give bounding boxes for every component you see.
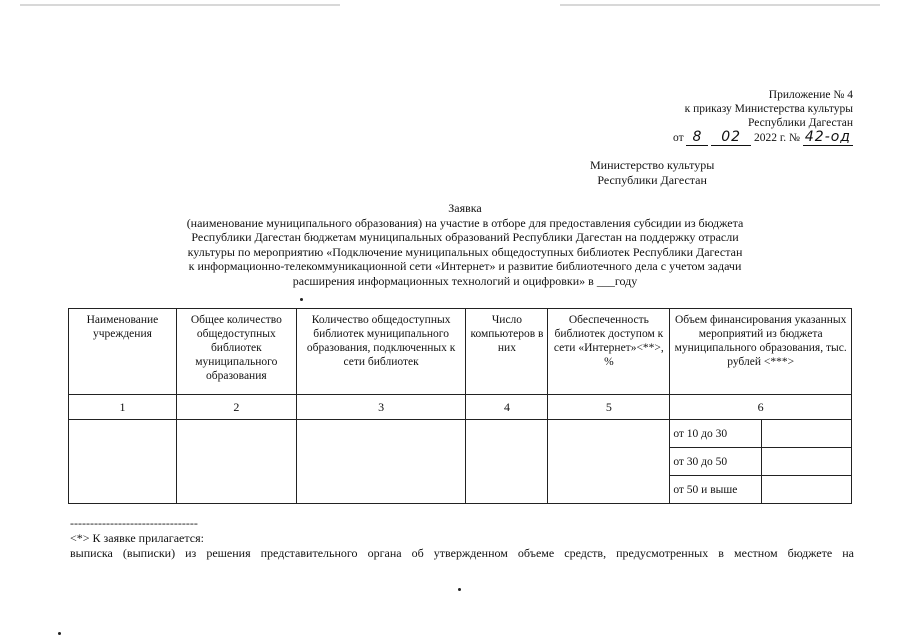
table-row	[69, 420, 852, 448]
scan-edge-line	[560, 4, 880, 6]
scan-edge-line	[20, 4, 340, 6]
table-cell-empty	[548, 420, 670, 504]
ministry-line-1: Министерство культуры	[590, 158, 715, 172]
scan-speck	[58, 632, 61, 635]
header-computers: Число компьютеров в них	[466, 309, 548, 395]
footnote-separator: --------------------------------	[70, 516, 198, 530]
date-day-handwritten: 8	[686, 129, 708, 146]
table-cell-empty	[176, 420, 296, 504]
title-line-5: расширения информационных технологий и оцифровки» в ___году	[292, 273, 638, 288]
title-line-3: культуры по мероприятию «Подключение муниципальных общедоступных библиотек Республики Дагестан	[187, 244, 743, 259]
column-number: 1	[69, 395, 177, 420]
header-financing: Объем финансирования указанных мероприятий из бюджета муниципального образования, тыс. рублей <***>	[670, 309, 852, 395]
table-header-row	[69, 309, 852, 395]
footnotes-block	[70, 516, 854, 561]
title-heading: Заявка	[448, 201, 482, 215]
appendix-date-line	[673, 130, 853, 145]
table-number-row	[69, 395, 852, 420]
title-line-2: Республики Дагестан бюджетам муниципальных образований Республики Дагестан на поддержку отрасли	[191, 230, 739, 244]
column-number: 3	[296, 395, 466, 420]
column-number: 5	[548, 395, 670, 420]
appendix-line-2: к приказу Министерства культуры	[684, 103, 853, 115]
appendix-block	[673, 88, 853, 145]
title-line-1: (наименование муниципального образования) на участие в отборе для предоставления субсидии из бюджета	[186, 215, 744, 230]
column-number: 2	[176, 395, 296, 420]
table-cell-empty	[296, 420, 466, 504]
footnote-2: выписка (выписки) из решения представительного органа об утвержденном объеме средств, предусмотренных в местном бюджете на	[70, 546, 854, 560]
range-label: от 50 и выше	[670, 476, 762, 504]
header-internet-access: Обеспеченность библиотек доступом к сети «Интернет»<**>, %	[548, 309, 670, 395]
table-cell-empty	[466, 420, 548, 504]
date-prefix: от	[672, 132, 684, 144]
appendix-line-1: Приложение № 4	[768, 89, 853, 101]
table-cell-empty	[69, 420, 177, 504]
scan-speck	[458, 588, 461, 591]
table-cell-empty	[762, 420, 852, 448]
table-cell-empty	[762, 476, 852, 504]
range-label: от 10 до 30	[670, 420, 762, 448]
date-year: 2022 г. №	[753, 132, 800, 144]
order-number-handwritten: 42-од	[804, 129, 851, 145]
title-line-4: к информационно-телекоммуникационной сети «Интернет» и развитие библиотечного дела с учетом задачи	[188, 259, 742, 273]
range-label: от 30 до 50	[670, 448, 762, 476]
ministry-line-2: Республики Дагестан	[597, 173, 707, 187]
header-connected-libraries: Количество общедоступных библиотек муниципального образования, подключенных к сети библиотек	[296, 309, 466, 395]
table-cell-empty	[762, 448, 852, 476]
application-table	[68, 308, 852, 504]
ministry-addressee	[590, 158, 714, 188]
footnote-1: <*> К заявке прилагается:	[70, 531, 204, 545]
column-number: 6	[670, 395, 852, 420]
column-number: 4	[466, 395, 548, 420]
header-total-libraries: Общее количество общедоступных библиотек муниципального образования	[176, 309, 296, 395]
date-month-handwritten: 02	[711, 129, 751, 146]
application-title	[150, 201, 780, 288]
scan-speck	[300, 298, 303, 301]
header-institution-name: Наименование учреждения	[69, 309, 177, 395]
appendix-line-3: Республики Дагестан	[748, 117, 853, 129]
